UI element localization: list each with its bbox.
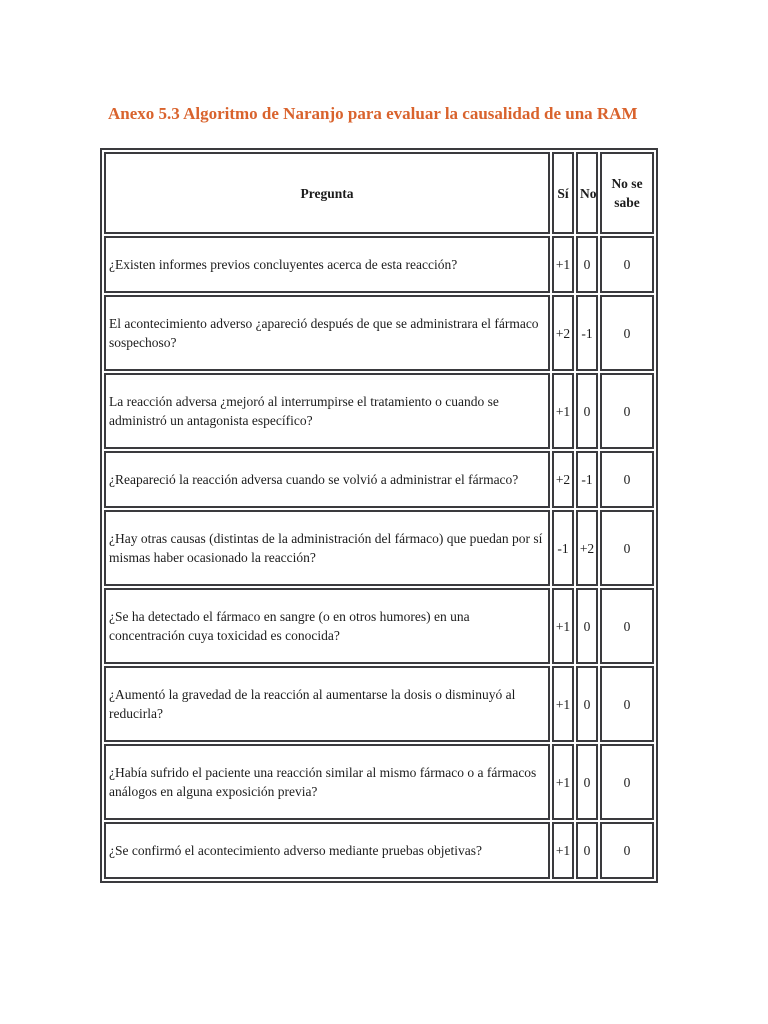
si-score-cell: -1 xyxy=(552,510,574,586)
question-cell: ¿Había sufrido el paciente una reacción similar al mismo fármaco o a fármacos análogos en alguna exposición previa? xyxy=(104,744,550,820)
question-cell: ¿Existen informes previos concluyentes acerca de esta reacción? xyxy=(104,236,550,293)
si-score-cell: +2 xyxy=(552,451,574,508)
column-header-no-se-sabe: No se sabe xyxy=(600,152,654,234)
no-score-cell: 0 xyxy=(576,373,598,449)
no-score-cell: 0 xyxy=(576,236,598,293)
table-row xyxy=(104,588,654,664)
no-score-cell: -1 xyxy=(576,295,598,371)
si-score-cell: +1 xyxy=(552,666,574,742)
question-cell: ¿Se confirmó el acontecimiento adverso mediante pruebas objetivas? xyxy=(104,822,550,879)
no-score-cell: -1 xyxy=(576,451,598,508)
si-score-cell: +1 xyxy=(552,373,574,449)
page-title: Anexo 5.3 Algoritmo de Naranjo para evaluar la causalidad de una RAM xyxy=(108,104,638,123)
table-row xyxy=(104,744,654,820)
naranjo-algorithm-table xyxy=(100,148,658,883)
no-score-cell: +2 xyxy=(576,510,598,586)
no-se-sabe-score-cell: 0 xyxy=(600,666,654,742)
si-score-cell: +1 xyxy=(552,744,574,820)
table-row xyxy=(104,822,654,879)
no-se-sabe-score-cell: 0 xyxy=(600,451,654,508)
column-header-si: Sí xyxy=(552,152,574,234)
no-score-cell: 0 xyxy=(576,822,598,879)
question-cell: ¿Se ha detectado el fármaco en sangre (o en otros humores) en una concentración cuya toxicidad es conocida? xyxy=(104,588,550,664)
table-body xyxy=(104,236,654,879)
no-score-cell: 0 xyxy=(576,666,598,742)
column-header-pregunta: Pregunta xyxy=(104,152,550,234)
no-se-sabe-score-cell: 0 xyxy=(600,588,654,664)
no-se-sabe-score-cell: 0 xyxy=(600,373,654,449)
no-score-cell: 0 xyxy=(576,588,598,664)
question-cell: ¿Aumentó la gravedad de la reacción al aumentarse la dosis o disminuyó al reducirla? xyxy=(104,666,550,742)
no-se-sabe-score-cell: 0 xyxy=(600,236,654,293)
question-cell: ¿Reapareció la reacción adversa cuando se volvió a administrar el fármaco? xyxy=(104,451,550,508)
column-header-no: No xyxy=(576,152,598,234)
no-se-sabe-score-cell: 0 xyxy=(600,822,654,879)
table-row xyxy=(104,451,654,508)
table-row xyxy=(104,236,654,293)
si-score-cell: +2 xyxy=(552,295,574,371)
table-row xyxy=(104,666,654,742)
question-cell: El acontecimiento adverso ¿apareció después de que se administrara el fármaco sospechoso? xyxy=(104,295,550,371)
si-score-cell: +1 xyxy=(552,822,574,879)
question-cell: La reacción adversa ¿mejoró al interrumpirse el tratamiento o cuando se administró un antagonista específico? xyxy=(104,373,550,449)
si-score-cell: +1 xyxy=(552,236,574,293)
no-se-sabe-score-cell: 0 xyxy=(600,510,654,586)
no-se-sabe-score-cell: 0 xyxy=(600,744,654,820)
question-cell: ¿Hay otras causas (distintas de la administración del fármaco) que puedan por sí mismas haber ocasionado la reacción? xyxy=(104,510,550,586)
table-row xyxy=(104,510,654,586)
si-score-cell: +1 xyxy=(552,588,574,664)
no-score-cell: 0 xyxy=(576,744,598,820)
table-row xyxy=(104,295,654,371)
table-row xyxy=(104,373,654,449)
no-se-sabe-score-cell: 0 xyxy=(600,295,654,371)
table-header xyxy=(104,152,654,234)
table-header-row xyxy=(104,152,654,234)
